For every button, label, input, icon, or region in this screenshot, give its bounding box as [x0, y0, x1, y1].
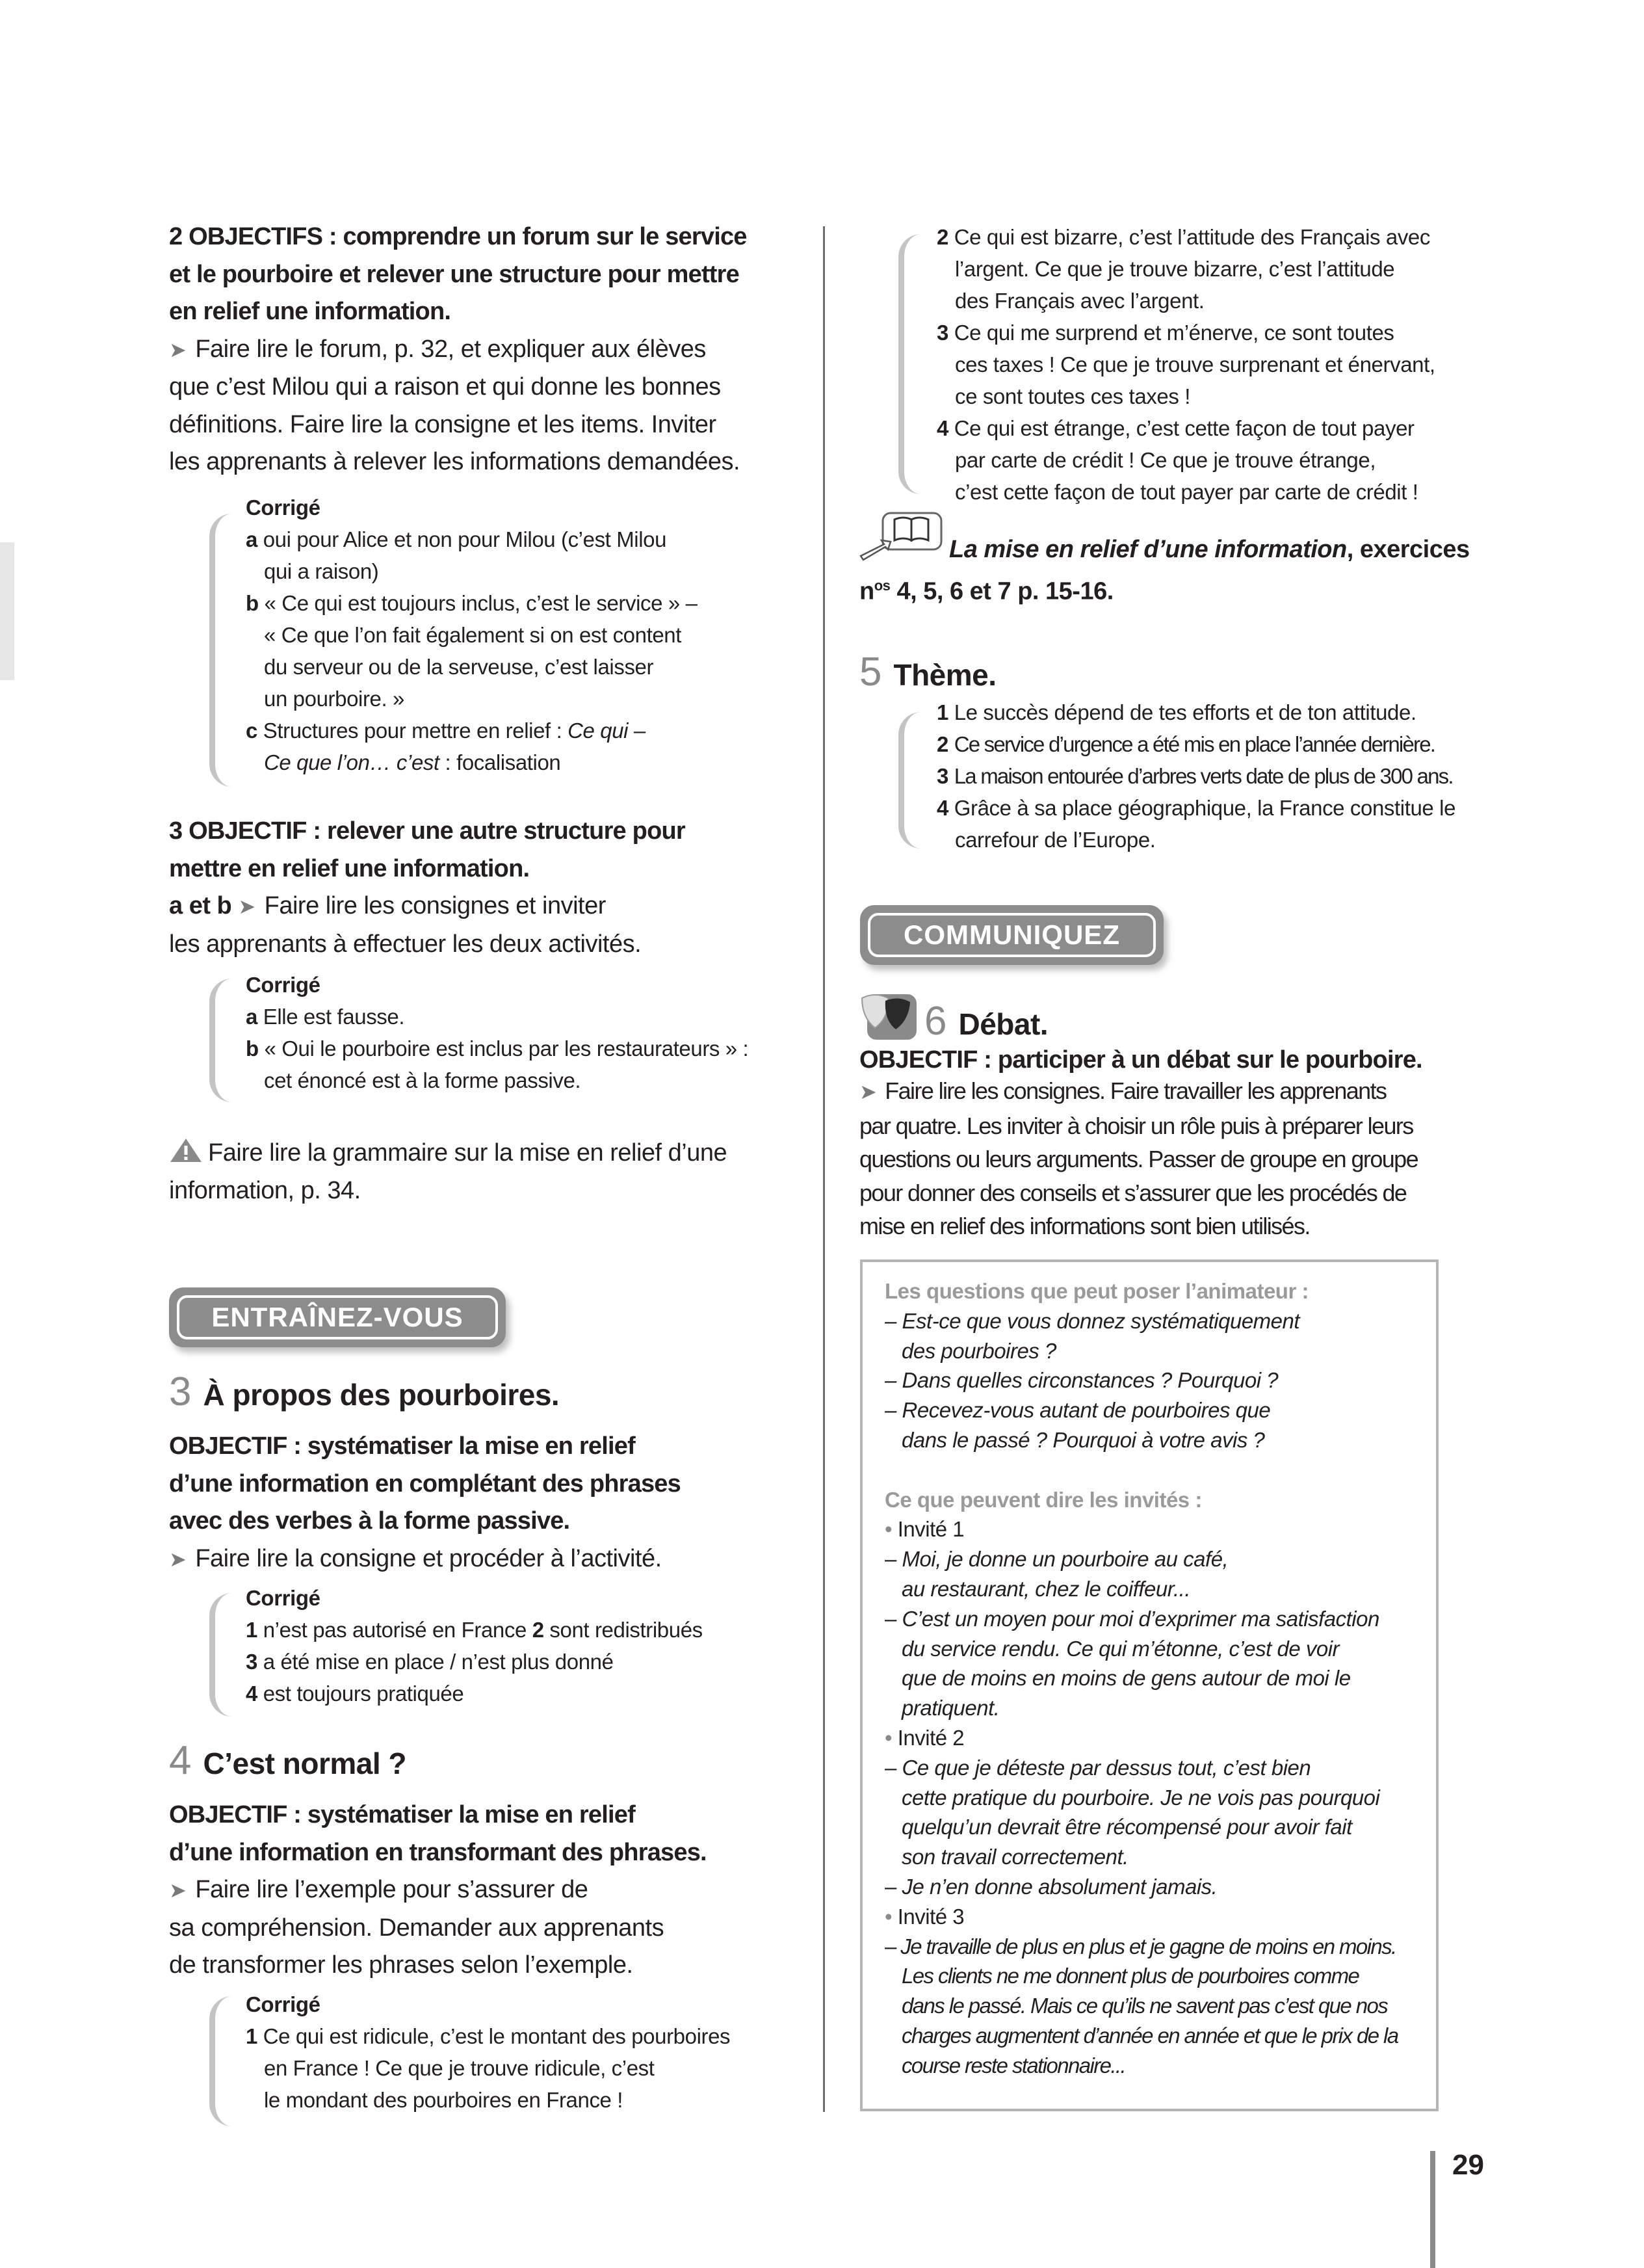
answer-number: 4 [937, 796, 948, 820]
text-line [937, 444, 1435, 476]
corrige-bracket [209, 979, 232, 1102]
text-segment: c’est cette façon de tout payer par carte de crédit ! [955, 480, 1418, 504]
text-segment: La maison entourée d’arbres verts date de plus de 300 ans. [954, 764, 1453, 788]
text-segment: carrefour de l’Europe. [955, 828, 1156, 852]
objective-3-block [169, 813, 685, 963]
answer-number: 1 [246, 1618, 257, 1642]
text-segment: Ce qui me surprend et m’énerve, ce sont toutes [954, 321, 1394, 345]
question-line: dans le passé ? Pourquoi à votre avis ? [902, 1427, 1265, 1452]
answer-line [937, 760, 1455, 792]
reference-text: n [859, 577, 874, 605]
debate-roles-content [885, 1276, 1398, 2081]
answer-number: 4 [246, 1681, 257, 1706]
workbook-book-icon [858, 510, 949, 562]
text-segment: Ce service d’urgence a été mis en place l’année dernière. [954, 732, 1435, 756]
instruction-line: questions ou leurs arguments. Passer de groupe en groupe [859, 1146, 1418, 1172]
answer-line [246, 587, 698, 619]
exercise-number: 6 [924, 999, 947, 1044]
guest-quote-line: – Je n’en donne absolument jamais. [885, 1874, 1218, 1899]
text-segment: Ce qui est ridicule, c’est le montant des pourboires [263, 2024, 731, 2048]
question-text: Recevez-vous autant de pourboires que [902, 1398, 1271, 1423]
box-heading: Ce que peuvent dire les invités : [885, 1487, 1202, 1512]
corrige-bracket [209, 1593, 232, 1717]
arrow-bullet-icon: ➤ [859, 1080, 876, 1103]
corrige-2 [246, 969, 748, 1096]
exercise-number: 4 [169, 1738, 192, 1783]
reference-text: os [874, 577, 891, 594]
question-line: – Est-ce que vous donnez systématiquement [885, 1308, 1300, 1333]
exercise-6-objective [859, 1042, 1422, 1079]
guest-quote-line: cette pratique du pourboire. Je ne vois pas pourquoi [902, 1785, 1380, 1810]
instruction-line: par quatre. Les inviter à choisir un rôle puis à préparer leurs [859, 1112, 1413, 1139]
corrige-bracket [898, 234, 921, 494]
text-segment: Grâce à sa place géographique, la France constitue le [954, 796, 1456, 820]
exercise-6-heading [859, 992, 1048, 1044]
section-badge-entrainez-vous [169, 1287, 506, 1347]
guest-name: Invité 2 [897, 1725, 965, 1750]
answer-line [246, 1678, 703, 1709]
arrow-bullet-icon: ➤ [169, 337, 187, 362]
guest-quote-line: que de moins en moins de gens autour de moi le [902, 1666, 1351, 1691]
text-line [246, 651, 698, 683]
bullet-dot-icon: • [885, 1904, 898, 1929]
text-line [246, 2084, 730, 2116]
debate-roles-box [860, 1259, 1439, 2111]
guest-quote-line: dans le passé. Mais ce qu’ils ne savent pas c’est que nos [902, 1994, 1388, 2018]
text-segment: Le succès dépend de tes efforts et de ton attitude. [954, 700, 1416, 724]
instruction-text: Faire lire le forum, p. 32, et expliquer aux élèves [195, 335, 706, 363]
text-line [937, 824, 1455, 856]
answer-line [246, 715, 698, 746]
page-number: 29 [1452, 2149, 1484, 2181]
guest-quote-line: Les clients ne me donnent plus de pourboires comme [902, 1964, 1359, 1988]
text-segment: par carte de crédit ! Ce que je trouve étrange, [955, 448, 1376, 472]
objective-title: d’une information en transformant des phrases. [169, 1838, 707, 1866]
answer-number: 2 [937, 732, 948, 756]
exercise-4-objective [169, 1797, 707, 1984]
corrige-label: Corrigé [246, 1586, 320, 1610]
text-segment: oui pour Alice et non pour Milou (c’est Milou [263, 527, 667, 551]
text-segment: Ce que l’on… c’est [264, 750, 439, 774]
badge-label: COMMUNIQUEZ [868, 913, 1156, 957]
guest-label [885, 1902, 1398, 1932]
text-segment: a été mise en place / n’est plus donné [263, 1650, 614, 1674]
arrow-bullet-icon: ➤ [169, 1547, 187, 1571]
guest-quote-text: Ce que je déteste par dessus tout, c’est bien [902, 1755, 1311, 1780]
answer-line [937, 792, 1455, 824]
corrige-label: Corrigé [246, 973, 320, 997]
instruction-line: sa compréhension. Demander aux apprenants [169, 1914, 664, 1942]
text-segment: « Ce que l’on fait également si on est content [264, 623, 682, 647]
guest-quote-text: Je travaille de plus en plus et je gagne de moins en moins. [900, 1934, 1396, 1958]
text-segment: l’argent. Ce que je trouve bizarre, c’est l’attitude [955, 257, 1395, 281]
objective-2-block [169, 218, 747, 481]
text-segment: en France ! Ce que je trouve ridicule, c’est [264, 2056, 655, 2080]
activity-label: a et b [169, 892, 232, 919]
answer-line [246, 1001, 748, 1033]
guest-quote-line: course reste stationnaire... [902, 2053, 1126, 2077]
objective-title: avec des verbes à la forme passive. [169, 1507, 570, 1535]
text-segment: « Oui le pourboire est inclus par les restaurateurs » : [264, 1036, 749, 1061]
instruction-line: définitions. Faire lire la consigne et les items. Inviter [169, 410, 716, 438]
text-segment: Ce qui est bizarre, c’est l’attitude des Français avec [954, 225, 1430, 249]
answer-number: c [246, 719, 257, 743]
arrow-bullet-icon: ➤ [238, 895, 255, 918]
theater-masks-icon [859, 992, 918, 1041]
answer-line [937, 412, 1435, 444]
text-segment: cet énoncé est à la forme passive. [264, 1068, 581, 1092]
exercise-title: Thème. [893, 658, 997, 692]
answer-line [246, 1033, 748, 1064]
workbook-reference [859, 510, 1470, 610]
exercise-3-objective [169, 1428, 681, 1578]
corrige-label: Corrigé [246, 1992, 320, 2016]
reference-title: La mise en relief d’une information [949, 536, 1347, 563]
text-line [937, 253, 1435, 285]
text-line [246, 1064, 748, 1096]
answer-number: 2 [937, 225, 948, 249]
guest-label [885, 1723, 1398, 1753]
exercise-number: 3 [169, 1369, 192, 1414]
page-number-bar [1430, 2151, 1435, 2268]
text-segment: ces taxes ! Ce que je trouve surprenant et énervant, [955, 352, 1435, 376]
question-line: – Dans quelles circonstances ? Pourquoi ? [885, 1368, 1279, 1393]
grammar-warning [169, 1135, 727, 1209]
answer-line [246, 2020, 730, 2052]
instruction-line [169, 1540, 681, 1579]
text-segment: « Ce qui est toujours inclus, c’est le service » – [264, 591, 698, 615]
guest-quote-line: au restaurant, chez le coiffeur... [902, 1576, 1191, 1601]
answer-line [246, 1646, 703, 1678]
answer-line [937, 728, 1455, 760]
corrige-bracket [209, 1996, 232, 2126]
guest-quote-line: – Moi, je donne un pourboire au café, [885, 1547, 1229, 1572]
guest-quote-line: charges augmentent d’année en année et que le prix de la [902, 2023, 1398, 2048]
answer-number: 4 [937, 416, 948, 440]
objective-title: en relief une information. [169, 298, 451, 325]
text-line [937, 285, 1435, 317]
instruction-line: pour donner des conseils et s’assurer que les procédés de [859, 1179, 1407, 1206]
instruction-line: mise en relief des informations sont bien utilisés. [859, 1213, 1310, 1239]
answer-number: 1 [246, 2024, 257, 2048]
objective-title: OBJECTIF : systématiser la mise en relief [169, 1801, 635, 1828]
text-line [246, 555, 698, 587]
box-heading: Les questions que peut poser l’animateur : [885, 1279, 1309, 1303]
objective-title: et le pourboire et relever une structure pour mettre [169, 260, 739, 288]
corrige-bracket [898, 712, 921, 849]
corrige-4-continued [937, 221, 1435, 508]
corrige-label: Corrigé [246, 495, 320, 520]
answer-number: 3 [246, 1650, 257, 1674]
instruction-text: Faire lire les consignes et inviter [264, 892, 606, 919]
guest-quote-line: – C’est un moyen pour moi d’exprimer ma satisfaction [885, 1606, 1379, 1631]
text-segment: le mondant des pourboires en France ! [264, 2088, 623, 2112]
text-segment: Structures pour mettre en relief : [263, 719, 568, 743]
guest-quote-line: du service rendu. Ce qui m’étonne, c’est de voir [902, 1636, 1340, 1661]
answer-number: 1 [937, 700, 948, 724]
instruction-text: Faire lire les consignes. Faire travailler les apprenants [885, 1077, 1387, 1104]
guest-label [885, 1514, 1398, 1544]
instruction-line: que c’est Milou qui a raison et qui donne les bonnes [169, 373, 721, 401]
reference-text: 4, 5, 6 et 7 p. 15-16. [890, 577, 1114, 605]
corrige-bracket [209, 514, 232, 787]
objective-title: 3 OBJECTIF : relever une autre structure pour [169, 817, 685, 845]
exercise-4-heading [169, 1737, 406, 1784]
text-segment: ce sont toutes ces taxes ! [955, 384, 1190, 408]
theme-answers [937, 696, 1455, 856]
instruction-text: Faire lire la consigne et procéder à l’activité. [195, 1544, 662, 1572]
guest-name: Invité 3 [897, 1904, 965, 1929]
answer-line [937, 221, 1435, 253]
warning-text: information, p. 34. [169, 1176, 361, 1204]
corrige-1 [246, 492, 698, 778]
section-badge-communiquez [860, 905, 1164, 965]
reference-text: , exercices [1346, 536, 1470, 563]
question-text: Dans quelles circonstances ? Pourquoi ? [902, 1368, 1279, 1393]
text-segment: Elle est fausse. [263, 1005, 405, 1029]
text-segment: du serveur ou de la serveuse, c’est laisser [264, 655, 654, 679]
answer-line [937, 696, 1455, 728]
text-segment: un pourboire. » [264, 687, 404, 711]
corrige-4 [246, 1988, 730, 2116]
text-line [246, 746, 698, 778]
bullet-dot-icon: • [885, 1517, 898, 1542]
answer-number: 3 [937, 321, 948, 345]
text-segment: qui a raison) [264, 559, 379, 583]
instruction-line: les apprenants à effectuer les deux activités. [169, 930, 642, 958]
text-line [246, 683, 698, 715]
answer-number: a [246, 1005, 257, 1029]
answer-number: a [246, 527, 257, 551]
badge-label: ENTRAÎNEZ-VOUS [177, 1295, 498, 1339]
answer-number: 3 [937, 764, 948, 788]
guest-name: Invité 1 [897, 1517, 965, 1542]
guest-quote-line: son travail correctement. [902, 1845, 1129, 1869]
guest-quote-text: Je n’en donne absolument jamais. [902, 1874, 1218, 1899]
warning-icon [169, 1137, 203, 1163]
answer-line [937, 317, 1435, 349]
column-divider [823, 226, 825, 2112]
question-line: – Recevez-vous autant de pourboires que [885, 1398, 1271, 1423]
instruction-line [859, 1074, 1418, 1109]
text-segment: Ce qui est étrange, c’est cette façon de tout payer [954, 416, 1415, 440]
page-edge-tab [0, 542, 14, 680]
text-line [246, 2052, 730, 2084]
objective-title: d’une information en complétant des phrases [169, 1470, 681, 1497]
exercise-6-instructions [859, 1074, 1418, 1243]
instruction-text: Faire lire l’exemple pour s’assurer de [195, 1876, 588, 1903]
arrow-bullet-icon: ➤ [169, 1879, 187, 1902]
instruction-line: les apprenants à relever les informations demandées. [169, 448, 740, 475]
warning-text: Faire lire la grammaire sur la mise en relief d’une [208, 1139, 727, 1167]
instruction-line: de transformer les phrases selon l’exemple. [169, 1951, 633, 1979]
text-segment: 2 [532, 1618, 544, 1642]
question-line: des pourboires ? [902, 1338, 1056, 1363]
objective-title: OBJECTIF : systématiser la mise en relief [169, 1432, 635, 1460]
objective-title: OBJECTIF : participer à un débat sur le pourboire. [859, 1046, 1422, 1074]
text-line [937, 476, 1435, 508]
objective-title: 2 OBJECTIFS : comprendre un forum sur le service [169, 223, 747, 250]
instruction-line [169, 1871, 707, 1910]
guest-quote-line: quelqu’un devrait être récompensé pour avoir fait [902, 1815, 1352, 1839]
objective-title: mettre en relief une information. [169, 854, 530, 882]
corrige-3 [246, 1582, 703, 1709]
bullet-dot-icon: • [885, 1725, 898, 1750]
guest-quote-line: – Je travaille de plus en plus et je gagne de moins en moins. [885, 1934, 1396, 1958]
text-segment: sont redistribués [543, 1618, 703, 1642]
guest-quote-text: C’est un moyen pour moi d’exprimer ma satisfaction [902, 1606, 1379, 1631]
answer-number: b [246, 591, 259, 615]
text-line [937, 380, 1435, 412]
text-segment: des Français avec l’argent. [955, 289, 1205, 313]
question-text: Est-ce que vous donnez systématiquement [902, 1308, 1300, 1333]
text-segment: n’est pas autorisé en France [263, 1618, 532, 1642]
exercise-title: À propos des pourboires. [203, 1378, 560, 1412]
instruction-line [169, 888, 685, 926]
text-line [246, 619, 698, 651]
exercise-5-heading [859, 649, 997, 695]
spacer [885, 1455, 1398, 1485]
guest-quote-line: pratiquent. [902, 1696, 1000, 1721]
text-segment: Ce qui – [568, 719, 646, 743]
answer-line [246, 1614, 703, 1646]
exercise-number: 5 [859, 650, 882, 694]
answer-number: b [246, 1036, 259, 1061]
guest-quote-line: – Ce que je déteste par dessus tout, c’est bien [885, 1755, 1311, 1780]
text-line [937, 349, 1435, 380]
answer-line [246, 523, 698, 555]
exercise-title: Débat. [958, 1007, 1049, 1041]
text-segment: est toujours pratiquée [263, 1681, 464, 1706]
instruction-line [169, 331, 747, 369]
exercise-title: C’est normal ? [203, 1747, 406, 1780]
exercise-3-heading [169, 1369, 559, 1415]
guest-quote-text: Moi, je donne un pourboire au café, [902, 1547, 1229, 1572]
text-segment: : focalisation [439, 750, 561, 774]
